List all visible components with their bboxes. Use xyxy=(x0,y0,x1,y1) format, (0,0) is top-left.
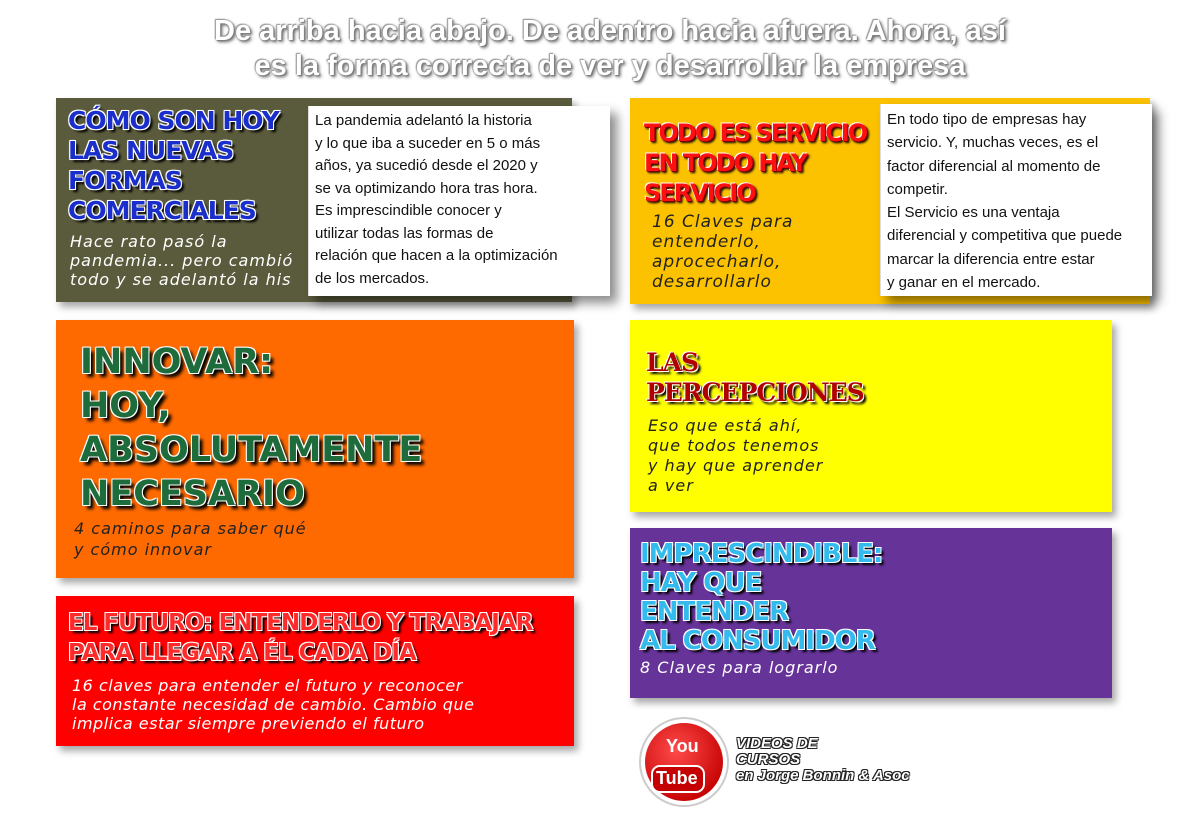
note-line: marcar la diferencia entre estar xyxy=(887,250,1095,268)
panel-innovar-title xyxy=(80,340,422,516)
youtube-circle-icon xyxy=(638,716,730,808)
subtitle-line: aprocecharlo, xyxy=(652,252,782,272)
panel-futuro-subtitle xyxy=(72,676,474,733)
note-line: se va optimizando hora tras hora. xyxy=(315,179,538,197)
note-line: La pandemia adelantó la historia xyxy=(315,112,532,129)
note-line: competir. xyxy=(887,180,948,198)
note-line: utilizar todas las formas de xyxy=(315,224,494,242)
subtitle-line: desarrollarlo xyxy=(652,272,772,292)
title-line: NECESARIO xyxy=(80,474,305,514)
subtitle-line: 8 Claves para lograrlo xyxy=(640,658,839,677)
note-line: diferencial y competitiva que puede xyxy=(887,227,1123,245)
youtube-tube-label: Tube xyxy=(656,768,698,788)
caption-line: VIDEOS DE xyxy=(736,735,818,752)
headline-line-2: es la forma correcta de ver y desarrollar la empresa xyxy=(254,50,966,82)
subtitle-line: 16 claves para entender el futuro y reconocer xyxy=(72,676,463,695)
subtitle-line: entenderlo, xyxy=(652,232,761,252)
title-line: EN TODO HAY xyxy=(644,149,807,177)
title-line: EL FUTURO: ENTENDERLO Y TRABAJAR xyxy=(68,610,533,636)
subtitle-line: que todos tenemos xyxy=(648,436,820,455)
note-line: servicio. Y, muchas veces, es el xyxy=(887,134,1099,152)
note-line: de los mercados. xyxy=(315,269,430,287)
headline-line-1: De arriba hacia abajo. De adentro hacia afuera. Ahora, así xyxy=(214,15,1006,47)
panel-formas-comerciales-title xyxy=(68,106,279,226)
note-line: años, ya sucedió desde el 2020 y xyxy=(315,157,538,174)
caption-line: CURSOS xyxy=(736,751,801,768)
title-line: AL CONSUMIDOR xyxy=(640,626,875,656)
subtitle-line: y hay que aprender xyxy=(648,456,824,475)
title-line: CÓMO SON HOY xyxy=(68,106,279,135)
title-line: TODO ES SERVICIO xyxy=(644,119,867,147)
youtube-you-label: You xyxy=(666,736,699,756)
subtitle-line: 16 Claves para xyxy=(652,212,794,232)
title-line: PERCEPCIONES xyxy=(646,378,864,407)
subtitle-line: todo y se adelantó la his xyxy=(70,270,292,289)
panel-consumidor-title xyxy=(640,540,882,656)
panel-consumidor-subtitle xyxy=(640,658,838,678)
subtitle-line: pandemia... pero cambió xyxy=(70,251,294,270)
note-line: El Servicio es una ventaja xyxy=(887,204,1060,222)
subtitle-line: Hace rato pasó la xyxy=(70,232,228,251)
panel-percepciones-subtitle xyxy=(648,416,823,496)
note-line: factor diferencial al momento de xyxy=(887,157,1101,175)
panel-percepciones[interactable] xyxy=(630,320,1112,512)
subtitle-line: Eso que está ahí, xyxy=(648,416,803,435)
caption-line: en Jorge Bonnin & Asoc xyxy=(736,767,910,784)
title-line: HAY QUE xyxy=(640,568,762,598)
subtitle-line: a ver xyxy=(648,476,694,495)
panel-futuro-title xyxy=(68,608,532,668)
panel-todo-es-servicio-subtitle xyxy=(652,212,882,292)
page-headline xyxy=(120,14,1100,84)
title-line: LAS NUEVAS xyxy=(68,136,234,165)
panel-todo-es-servicio-title xyxy=(644,118,866,208)
youtube-caption xyxy=(736,736,910,784)
title-line: COMERCIALES xyxy=(68,196,256,225)
note-todo-es-servicio xyxy=(880,104,1152,296)
subtitle-line: la constante necesidad de cambio. Cambio que xyxy=(72,695,475,714)
subtitle-line: implica estar siempre previendo el futuro xyxy=(72,714,425,733)
youtube-logo-icon[interactable] xyxy=(638,716,730,808)
note-line: y lo que iba a suceder en 5 o más xyxy=(315,134,541,152)
note-line: Es imprescindible conocer y xyxy=(315,202,502,219)
title-line: ABSOLUTAMENTE xyxy=(80,430,423,470)
note-line: En todo tipo de empresas hay xyxy=(887,111,1087,128)
title-line: FORMAS xyxy=(68,166,182,195)
title-line: HOY, xyxy=(80,386,171,426)
title-line: IMPRESCINDIBLE: xyxy=(640,539,883,569)
panel-percepciones-title xyxy=(646,348,864,408)
note-line: y ganar en el mercado. xyxy=(887,274,1041,292)
panel-innovar[interactable] xyxy=(56,320,574,578)
title-line: INNOVAR: xyxy=(80,342,274,382)
title-line: PARA LLEGAR A ÉL CADA DÍA xyxy=(68,640,416,666)
title-line: SERVICIO xyxy=(644,179,755,207)
panel-consumidor[interactable] xyxy=(630,528,1112,698)
subtitle-line: y cómo innovar xyxy=(74,540,212,559)
title-line: LAS xyxy=(646,348,699,377)
note-line: relación que hacen a la optimización xyxy=(315,247,558,264)
note-formas-comerciales xyxy=(308,106,610,296)
subtitle-line: 4 caminos para saber qué xyxy=(74,519,307,538)
title-line: ENTENDER xyxy=(640,597,789,627)
panel-innovar-subtitle xyxy=(74,518,307,560)
panel-formas-comerciales-subtitle xyxy=(70,232,310,289)
panel-futuro[interactable] xyxy=(56,596,574,746)
